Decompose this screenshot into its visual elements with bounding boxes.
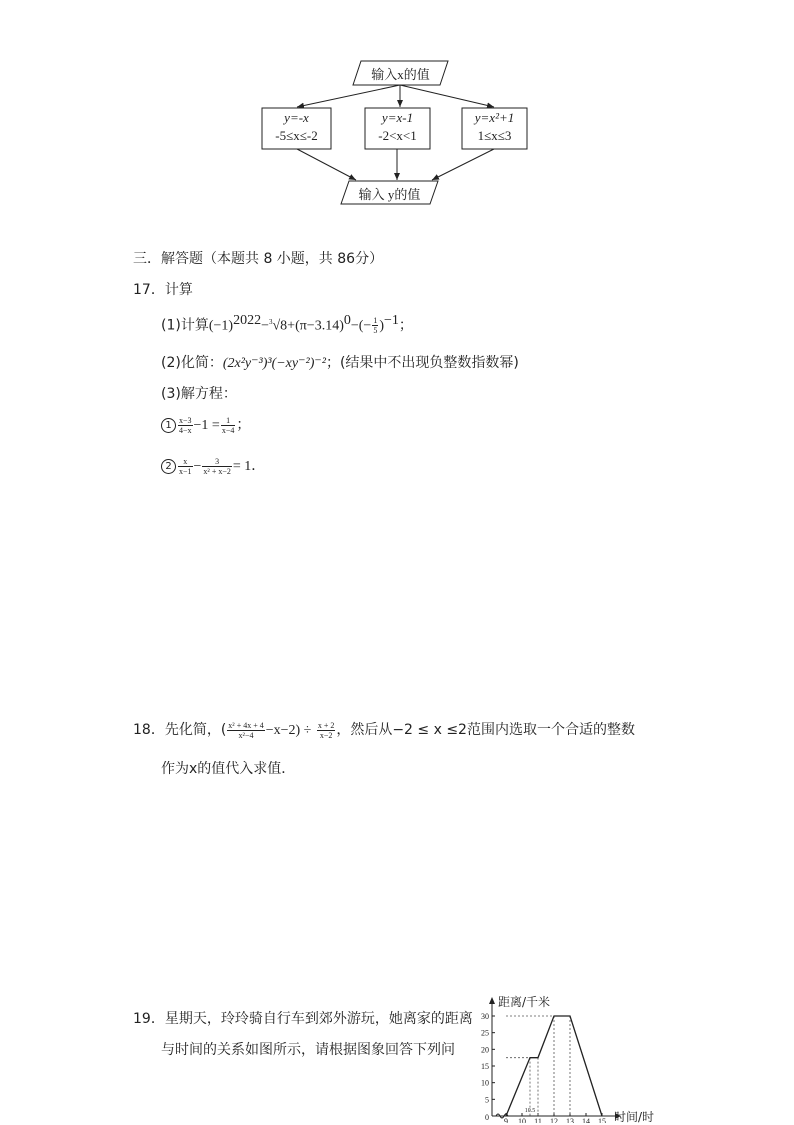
x-tick-label: 13 bbox=[566, 1117, 574, 1123]
eq2-f1-num: x bbox=[178, 457, 193, 467]
eq1-circle-number: 1 bbox=[161, 418, 176, 433]
q17-p1-frac-den: 5 bbox=[373, 326, 378, 336]
q19-number: 19． bbox=[133, 1011, 165, 1027]
q18-mid: −x−2) ÷ bbox=[265, 723, 312, 738]
section-title: 三．解答题（本题共 8 小题，共 86分） bbox=[133, 251, 384, 267]
q17-p1-exp-2022: 2022 bbox=[233, 313, 262, 328]
q18-f1-num: x² + 4x + 4 bbox=[228, 720, 264, 730]
q17-p1-root-index: 3 bbox=[268, 318, 273, 326]
q17-number: 17． bbox=[133, 282, 165, 298]
arrow-to-left bbox=[297, 85, 400, 107]
q17-p1-exp-0: 0 bbox=[343, 313, 351, 328]
q17-part2 bbox=[161, 352, 519, 372]
q17-p1-expr-d: ) bbox=[379, 318, 384, 334]
y-tick-label: 25 bbox=[481, 1028, 489, 1038]
output-label: 输入 y的值 bbox=[358, 187, 421, 202]
arrow-to-right bbox=[400, 85, 494, 107]
y-tick-label: 20 bbox=[481, 1045, 489, 1055]
box-left-range: -5≤x≤-2 bbox=[275, 128, 318, 143]
q17-p1-end: ； bbox=[398, 317, 413, 334]
x-extra-tick-label: 10.5 bbox=[524, 1108, 536, 1114]
x-tick-label: 11 bbox=[534, 1117, 542, 1123]
eq1-fraction-2 bbox=[221, 416, 236, 435]
q18-number: 18． bbox=[133, 722, 165, 738]
y-axis-arrow bbox=[489, 997, 495, 1004]
eq2-fraction-1 bbox=[178, 457, 193, 476]
arrow-from-left bbox=[297, 149, 356, 180]
arrow-from-right bbox=[432, 149, 494, 180]
box-middle-range: -2<x<1 bbox=[378, 128, 417, 143]
eq2-minus: − bbox=[193, 459, 202, 474]
q17-p1-fraction bbox=[372, 316, 378, 335]
box-right-formula: y=x²+1 bbox=[474, 110, 515, 125]
q17-p1-frac-num: 1 bbox=[373, 316, 378, 326]
q18-line1 bbox=[133, 719, 635, 740]
eq1-end: ； bbox=[236, 417, 251, 433]
eq1-f1-num: x−3 bbox=[179, 415, 192, 425]
q18-f2-num: x + 2 bbox=[317, 720, 335, 730]
eq2-end: = 1． bbox=[232, 459, 266, 474]
q19-text-1: 星期天，玲玲骑自行车到郊外游玩，她离家的距离 bbox=[164, 1011, 473, 1027]
eq1-f2-den: x−4 bbox=[221, 425, 235, 435]
q17-p2-expr: (2x²y⁻³)³(−xy⁻²)⁻² bbox=[222, 356, 326, 371]
q17-p1-exp-neg1: −1 bbox=[383, 313, 399, 328]
q18-fraction-1 bbox=[227, 721, 264, 740]
q17-p1-root-arg: √8 bbox=[272, 318, 288, 334]
eq2-f1-den: x−1 bbox=[179, 466, 192, 476]
q18-tail: ，然后从−2 ≤ x ≤2范围内选取一个合适的整数 bbox=[336, 722, 635, 738]
y-tick-label: 10 bbox=[481, 1078, 489, 1088]
q17-p2-label: (2)化简： bbox=[161, 355, 223, 371]
q17-header bbox=[133, 279, 193, 299]
q17-title: 计算 bbox=[164, 282, 193, 298]
flowchart bbox=[0, 0, 794, 215]
q17-equation-2 bbox=[161, 455, 265, 476]
q17-p1-expr-c: −(− bbox=[350, 318, 372, 334]
x-tick-label: 14 bbox=[582, 1117, 590, 1123]
q19-line1 bbox=[133, 1008, 473, 1028]
chart-xlabel: 时间/时 bbox=[614, 1110, 655, 1124]
y-tick-label: 15 bbox=[481, 1062, 489, 1071]
q18-f1-den: x²−4 bbox=[238, 730, 254, 740]
y-tick-label: 5 bbox=[485, 1095, 489, 1105]
q17-p1-minus: − bbox=[261, 318, 269, 334]
box-middle-formula: y=x-1 bbox=[381, 110, 414, 125]
eq2-fraction-2 bbox=[202, 457, 231, 476]
eq1-mid: −1 = bbox=[193, 418, 220, 433]
y-tick-label: 0 bbox=[485, 1113, 489, 1122]
eq2-circle-number: 2 bbox=[161, 459, 176, 474]
q17-part3-label: (3)解方程： bbox=[161, 386, 237, 402]
flowchart-svg bbox=[0, 0, 794, 215]
distance-time-chart bbox=[470, 990, 794, 1123]
eq2-f2-den: x² + x−2 bbox=[203, 466, 231, 476]
x-tick-label: 15 bbox=[598, 1117, 606, 1123]
q17-p1-expr-a: (−1) bbox=[208, 318, 234, 334]
q19-line2: 与时间的关系如图所示，请根据图象回答下列问 bbox=[161, 1042, 455, 1058]
chart-ylabel: 距离/千米 bbox=[498, 995, 551, 1009]
eq1-f2-num: 1 bbox=[221, 416, 236, 426]
q17-p2-note: ；(结果中不出现负整数指数幂) bbox=[325, 355, 519, 371]
x-tick-label: 12 bbox=[550, 1117, 558, 1123]
eq1-fraction-1 bbox=[178, 416, 193, 435]
x-tick-label: 9 bbox=[504, 1117, 508, 1123]
q17-p1-expr-b: +(π−3.14) bbox=[287, 318, 344, 334]
q17-equation-1 bbox=[161, 414, 250, 435]
input-label: 输入x的值 bbox=[371, 67, 430, 82]
q18-line2: 作为x的值代入求值． bbox=[161, 761, 296, 777]
box-right-range: 1≤x≤3 bbox=[477, 128, 512, 143]
q18-fraction-2 bbox=[317, 721, 336, 740]
q18-f2-den: x−2 bbox=[319, 730, 333, 740]
box-left-formula: y=-x bbox=[284, 110, 309, 125]
eq1-f1-den: 4−x bbox=[179, 425, 192, 435]
q17-p1-label: (1)计算 bbox=[161, 317, 209, 334]
q17-part1 bbox=[161, 313, 413, 335]
y-tick-label: 30 bbox=[481, 1012, 489, 1021]
q18-lead: 先化简，( bbox=[164, 722, 227, 738]
eq2-f2-num: 3 bbox=[202, 457, 231, 467]
x-tick-label: 10 bbox=[518, 1117, 526, 1123]
